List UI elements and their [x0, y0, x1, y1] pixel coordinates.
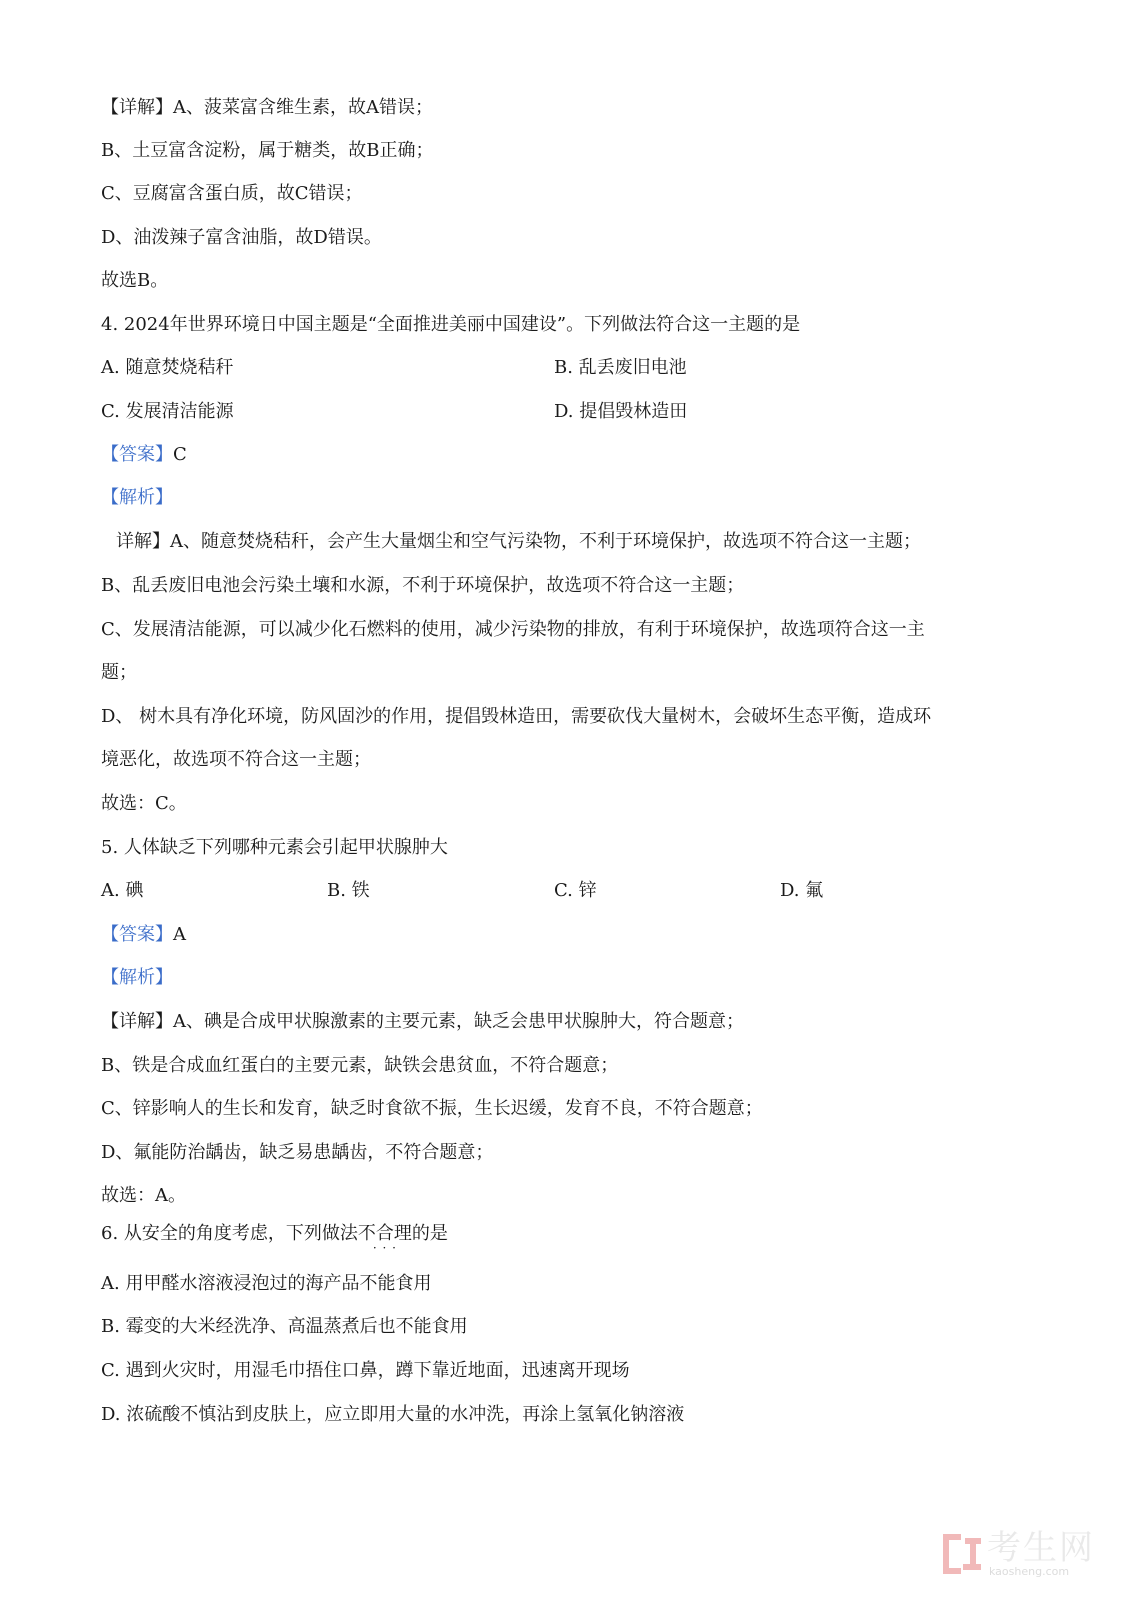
- watermark-url: kaosheng.com: [989, 1565, 1070, 1578]
- q5-detail-a: [101, 1010, 1031, 1034]
- q3-detail-label: 【详解】: [101, 97, 173, 118]
- q5-detail-a-text: A、碘是合成甲状腺激素的主要元素，缺乏会患甲状腺肿大，符合题意；: [173, 1011, 744, 1032]
- q5-option-b: B. 铁: [327, 880, 370, 901]
- q6-stem-pre: 6. 从安全的角度考虑，下列做法: [101, 1223, 358, 1244]
- q6-option-b: B. 霉变的大米经洗净、高温蒸煮后也不能食用: [101, 1316, 468, 1337]
- q4-answer: [101, 443, 1031, 467]
- q4-detail-label: 详解】: [116, 531, 170, 552]
- watermark-text: [987, 1530, 1095, 1578]
- q4-stem: 4. 2024年世界环境日中国主题是“全面推进美丽中国建设”。下列做法符合这一主题的是: [101, 314, 801, 335]
- q3-detail-a-text: A、菠菜富含维生素，故A错误；: [173, 97, 433, 118]
- kaosheng-watermark: [943, 1530, 1095, 1578]
- q4-option-d: D. 提倡毁林造田: [554, 401, 688, 422]
- q4-option-b: B. 乱丢废旧电池: [554, 357, 687, 378]
- q5-option-a: A. 碘: [101, 880, 144, 901]
- q4-analysis-label: 【解析】: [101, 487, 173, 508]
- q4-detail-d-1: D、 树木具有净化环境，防风固沙的作用，提倡毁林造田，需要砍伐大量树木，会破坏生态平衡，造成环: [101, 706, 932, 727]
- watermark-name: 考生网: [987, 1528, 1095, 1568]
- q6-stem-emphasis: 不合理 · · ·: [358, 1222, 412, 1246]
- q6-stem: [101, 1222, 1031, 1246]
- q5-detail-c: C、锌影响人的生长和发育，缺乏时食欲不振，生长迟缓，发育不良，不符合题意；: [101, 1098, 763, 1119]
- q6-stem-post: 的是: [411, 1223, 448, 1244]
- q4-detail-a: [116, 530, 1046, 554]
- q3-detail-b: B、土豆富含淀粉，属于糖类，故B正确；: [101, 140, 434, 161]
- q5-detail-label: 【详解】: [101, 1011, 173, 1032]
- q4-answer-label: 【答案】: [101, 444, 173, 465]
- q4-option-c: C. 发展清洁能源: [101, 401, 234, 422]
- q4-detail-c-1: C、发展清洁能源，可以减少化石燃料的使用，减少污染物的排放，有利于环境保护，故选项符合这一主: [101, 619, 925, 640]
- q5-option-d: D. 氟: [780, 880, 824, 901]
- q4-detail-d-2: 境恶化，故选项不符合这一主题；: [101, 749, 371, 770]
- q4-detail-b: B、乱丢废旧电池会污染土壤和水源，不利于环境保护，故选项不符合这一主题；: [101, 575, 745, 596]
- q4-detail-c-2: 题；: [101, 662, 137, 683]
- q4-answer-value: C: [173, 444, 187, 465]
- q3-conclusion: 故选B。: [101, 270, 169, 291]
- q5-conclusion: 故选：A。: [101, 1185, 186, 1206]
- q5-detail-d: D、氟能防治龋齿，缺乏易患龋齿，不符合题意；: [101, 1142, 494, 1163]
- q6-option-d: D. 浓硫酸不慎沾到皮肤上，应立即用大量的水冲洗，再涂上氢氧化钠溶液: [101, 1404, 685, 1425]
- q4-option-a: A. 随意焚烧秸秆: [101, 357, 234, 378]
- q5-answer-value: A: [173, 924, 186, 945]
- q4-detail-a-text: A、随意焚烧秸秆，会产生大量烟尘和空气污染物，不利于环境保护，故选项不符合这一主题；: [170, 531, 921, 552]
- q3-detail-a: [101, 96, 1031, 120]
- q5-answer: [101, 923, 1031, 947]
- q6-option-a: A. 用甲醛水溶液浸泡过的海产品不能食用: [101, 1273, 432, 1294]
- q5-option-c: C. 锌: [554, 880, 597, 901]
- q5-analysis-label: 【解析】: [101, 967, 173, 988]
- q5-answer-label: 【答案】: [101, 924, 173, 945]
- q4-conclusion: 故选：C。: [101, 793, 187, 814]
- q6-option-c: C. 遇到火灾时，用湿毛巾捂住口鼻，蹲下靠近地面，迅速离开现场: [101, 1360, 630, 1381]
- q5-detail-b: B、铁是合成血红蛋白的主要元素，缺铁会患贫血，不符合题意；: [101, 1055, 619, 1076]
- kaosheng-logo-icon: [943, 1534, 981, 1574]
- q3-detail-c: C、豆腐富含蛋白质，故C错误；: [101, 183, 363, 204]
- q5-stem: 5. 人体缺乏下列哪种元素会引起甲状腺肿大: [101, 837, 448, 858]
- q3-detail-d: D、油泼辣子富含油脂，故D错误。: [101, 227, 382, 248]
